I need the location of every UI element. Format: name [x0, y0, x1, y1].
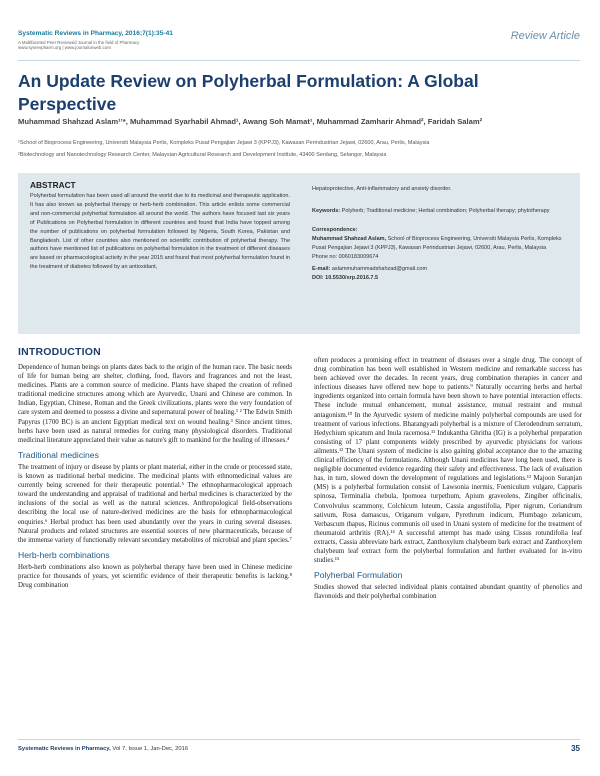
abstract-heading: ABSTRACT: [30, 180, 76, 190]
correspondence-details: [312, 235, 574, 253]
page-number: 35: [571, 744, 580, 753]
journal-subline: [18, 40, 258, 51]
intro-paragraph-5: Studies showed that selected individual plants contained abundant quantity of phenolics and flavonoids and their polyherbal combination: [314, 584, 582, 601]
footer-journal: Systematic Reviews in Pharmacy,: [18, 746, 111, 752]
subheading-polyherbal-formulation: Polyherbal Formulation: [314, 570, 403, 581]
subheading-herb-herb: Herb-herb combinations: [18, 549, 110, 560]
intro-paragraph-2: The treatment of injury or disease by plants or plant material, either in the crude or processed state, is known as traditional herbal medicine. The medicinal plants with ethnomedicinal values are currently being screened for their therapeutic potential.⁵ The ethnopharmacological approach toward the understanding and appraisal of traditional and herbal medicines is characterized by the inclusions of the social as well as the natural sciences. Anthropological field-observations describing the local use of nature-derived medicines are the basis for ethnopharmacological enquiries.⁶ Herbal product has been used abundantly over the years in curing several diseases. Natural products and related structures are essential sources of new pharmaceuticals, because of the immense variety of functionally relevant secondary metabolites of microbial and plant species.⁷: [18, 463, 292, 544]
journal-subline-2: www.sysrevpharm.org | www.journalonweb.com: [18, 45, 111, 51]
intro-paragraph-1: Dependence of human beings on plants dates back to the origin of the human race. The basic needs of life for human being are shelter, clothing, food, flavors and fragrances and not the least, medicines. Plants are a common source of medicine. Plants have shaped the creation of refined traditional medicine structures among which are Ayurvedic, Unani and Chinese are common. In Indian, Egyptian, Chinese, Roman and the Greek civilizations, plants were the very foundation of care system and deemed to possess a divine and supernatural power of healing.¹ ² The Edwin Smith Papyrus (1700 BC) is an ancient Egyptian medical text on wound healing.³ Since ancient times, herbs have been used as natural remedies for curing many physiological disorders. Traditional medicinal literature appreciated their value as nature's gift to mankind for the healing of illnesses.⁴: [18, 364, 293, 444]
abstract-text: Polyherbal formulation has been used all around the world due to its medicinal and therapeutic application. It has also known as polyherbal therapy or herb-herb combination. This article enlists some commercial and non-commercial polyherbal formulation all around the world. The authors have focused last six years of Publications on Polyherbal formulation in different countries and found that India have topped among the number of publications on polyherbal formulation followed by Nigeria, South Korea, Pakistan and Bangladesh. List of other countries also mentioned on scientific contribution of polyherbal therapy. The authors have mentioned list of publications on polyherbal formulation in the treatment of different diseases are based on pharmacological activity in the year 2015 and found that most polyherbal formulation found in the treatment of diabetes followed by an antioxidant,: [30, 193, 290, 271]
email-line: [312, 265, 574, 274]
abstract-continuation: Hepatoprotective, Anti-inflammatory and anxiety disorder.: [312, 186, 452, 192]
footer-citation: [18, 746, 188, 752]
keywords-text: Polyherb; Traditional medicine; Herbal combination; Polyherbal therapy; phytotherapy: [341, 207, 550, 214]
intro-paragraph-3: Herb-herb combinations also known as polyherbal therapy have been used in Chinese medicine practice for thousands of years, yet scientific evidence of their therapeutic benefits is lacking.⁸ Drug combination: [18, 563, 292, 590]
abstract-box: [18, 173, 580, 334]
abstract-left-column: [30, 180, 290, 272]
article-type: Review Article: [510, 30, 580, 42]
corresponding-address: School of Bioprocess Engineering, Universiti Malaysia Perlis, Kompleks Pusat Pengajian Jejawi 3 (KPPJ3), Kawasan Perindustrian Jejawi, 02600, Arau, Perlis, Malaysia: [312, 235, 562, 251]
journal-subline-1: A Multifaceted Peer Reviewed Journal in the field of Pharmacy: [18, 40, 140, 45]
keywords: [312, 207, 574, 216]
footer-divider: [18, 739, 580, 740]
email-address[interactable]: aslammuhammadshahzad@gmail.com: [331, 266, 428, 273]
author-list: Muhammad Shahzad Aslam¹ʼ*, Muhammad Syarhabil Ahmad¹, Awang Soh Mamat¹, Muhammad Zamharir Ahmad², Faridah Salam²: [18, 117, 483, 126]
phone-number: Phone no: 0060183009674: [312, 253, 379, 260]
affiliation-2: ²Biotechnology and Nanotechnology Research Center, Malaysian Agricultural Research and Development Institute, 43400 Serdang, Selangor, Malaysia: [18, 152, 387, 158]
journal-citation: Systematic Reviews in Pharmacy, 2016;7(1):35-41: [18, 30, 173, 37]
header-divider: [18, 60, 580, 61]
affiliation-1: ¹School of Bioprocess Engineering, Universiti Malaysia Perlis, Kompleks Pusat Pengajian Jejawi 3 (KPPJ3), Kawasan Perindustrian Jejawi, 02600, Arau, Perlis, Malaysia: [18, 140, 430, 146]
corresponding-author: Muhammad Shahzad Aslam,: [312, 235, 387, 242]
abstract-right-column: [312, 185, 574, 283]
intro-paragraph-4: often produces a promising effect in treatment of diseases over a single drug. The concept of drug combination has been well established in Western medicine and remarkable success has been achieved over the decades. In recent years, drug combination therapies in cancer and infectious diseases have offered new hope to patients.⁹ Naturally occurring herbs and herbal ingredients organized into certain formula have been shown to have potential interaction effects. These include mutual enhancement, mutual assistance, mutual restraint and mutual antagonism.¹⁰ In the Ayurvedic system of medicine mainly polyherbal compounds are used for treatment of various infections. Bharangyadi polyherbal is a mixture of Clerodendrum serratum, Hedychium spicatum and Inula racemosa.¹¹ Indukantha Ghritha (IG) is a polyherbal preparation consisting of 17 plant components widely prescribed by ayurvedic physicians for various ailments.¹² The Unani system of medicine is also gaining global acceptance due to the amazing clinical efficiency of the formulations. Although Unani medicines have long been used, there is negligible documented evidence regarding their safety and effectiveness. The lack of evaluation has, in turn, slowed down the development of regulations and legislations.¹³ Majoon Suranjan (MS) is a polyherbal formulation consist of Lawsonia inermis, Foeniculum vulgare, Capparis spinosa, Terminalia chebula, Ipomoea turpethum, Apium graveolens, Zingiber officinalis, Convolvulus scammony, Colchicum luteum, Cassia angustifolia, Piper nigrum, Coriandrum sativum, Rosa damascus, Origanum vulgare, Pyrethrum indicum, Plumbago zelanicum, Verbascum thapus, Ricinus communis oil used in Unani system of medicine for the treatment of rheumatoid arthritis (RA).¹⁴ A successful attempt has made using Cissus rotundifolia leaf extracts, Cassia abbreviate bark extract, Zanthoxylum chalybeum bark extract and Zanthoxylem chalybeum leaf extract form the polyherbal formulation and further evaluated for in-vitro studies.¹⁵: [314, 357, 582, 565]
keywords-label: Keywords:: [312, 207, 341, 214]
article-title: An Update Review on Polyherbal Formulation: A Global Perspective: [18, 71, 479, 114]
footer-issue: Vol 7, Issue 1, Jan-Dec, 2016: [112, 746, 189, 752]
doi-label: DOI:: [312, 275, 324, 282]
doi-value[interactable]: 10.5530/srp.2016.7.5: [325, 275, 379, 282]
body-right-column: [314, 356, 582, 601]
body-left-column: [18, 363, 292, 590]
introduction-heading: INTRODUCTION: [18, 346, 101, 358]
email-label: E-mail:: [312, 266, 331, 273]
doi-line: [312, 274, 574, 283]
subheading-traditional-medicines: Traditional medicines: [18, 449, 99, 460]
correspondence-heading: Correspondence:: [312, 226, 358, 233]
